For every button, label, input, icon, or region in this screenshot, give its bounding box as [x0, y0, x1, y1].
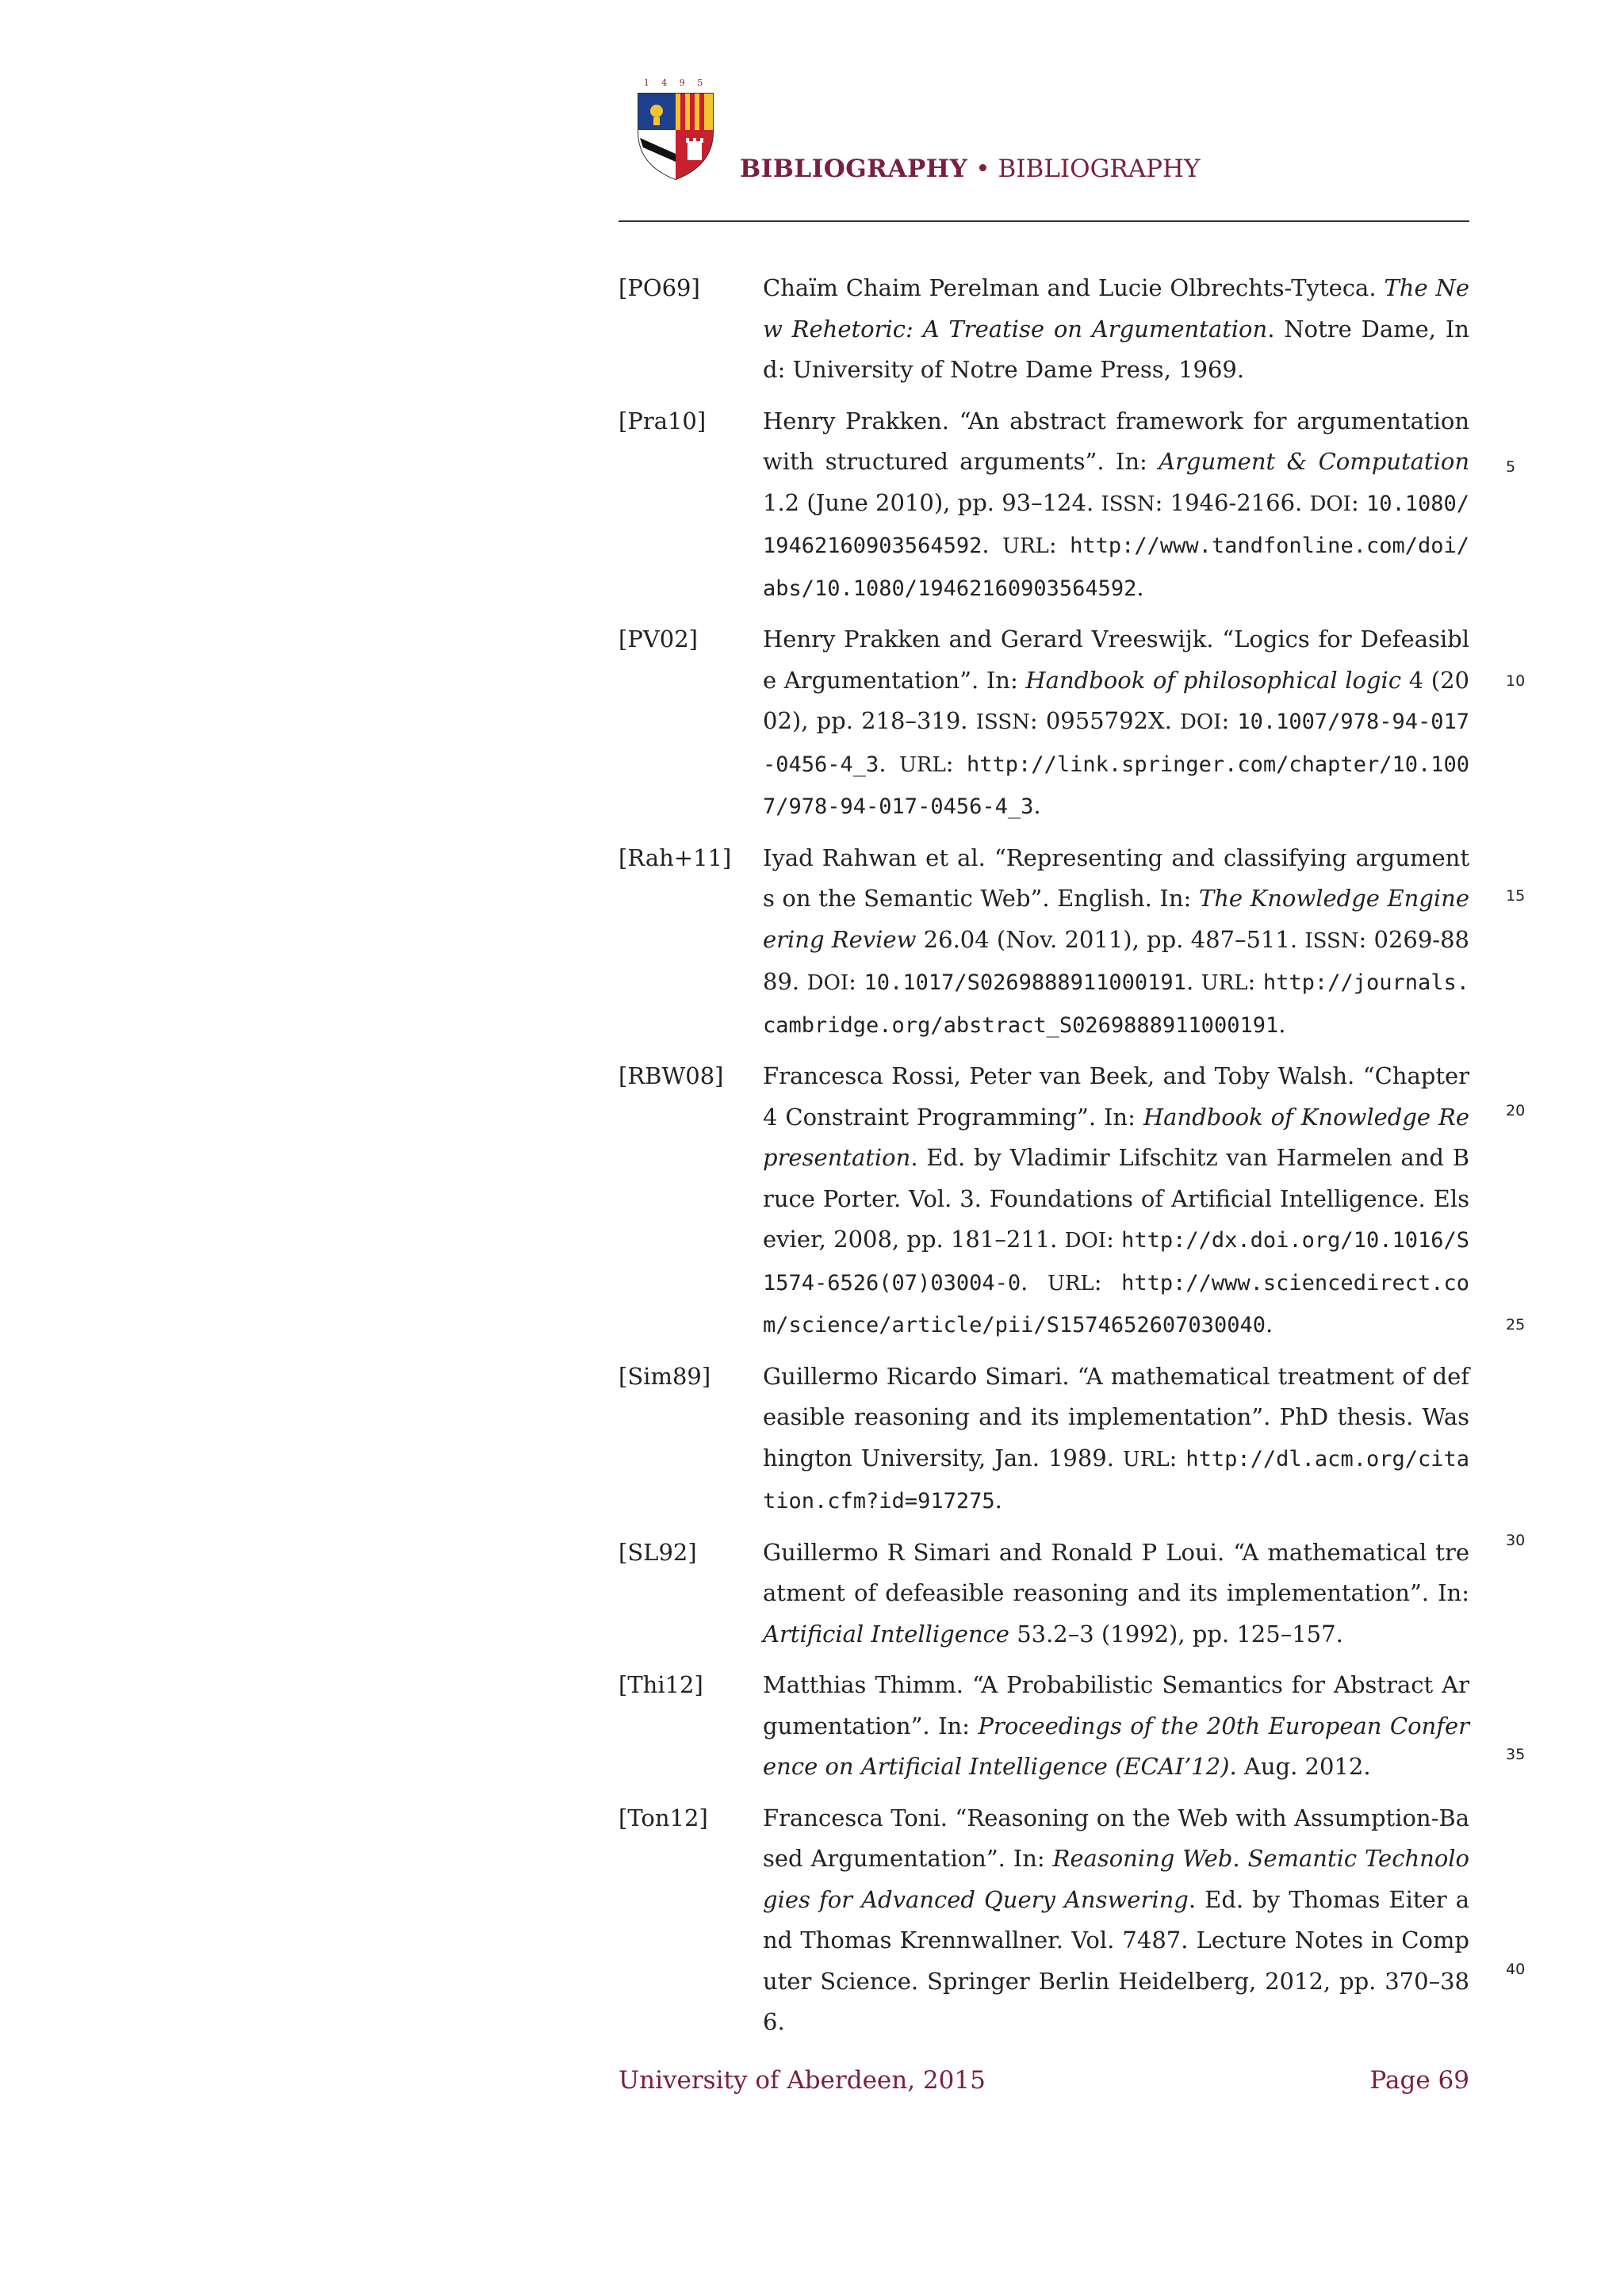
- entry-text: Francesca Rossi, Peter van Beek, and Toby Walsh. “Chapter 4 Constraint Programming”. In: Handbook of Knowledge Representation. Ed. by Vladimir Lifschitz van Harmelen and Bruce Porter. Vol. 3. Foundations of Artificial Intelligence. Elsevier, 2008, pp. 181–211. DOI: http://dx.doi.org/10.1016/S1574-6526(07)03004-0. URL: http://www.sciencedirect.com/science/article/pii/S1574652607030040.: [763, 1062, 1470, 1337]
- entry-venue: Artificial Intelligence: [763, 1620, 1009, 1647]
- doi-label: DOI: [1064, 1229, 1107, 1253]
- entry-venue: Handbook of Knowledge Representation: [763, 1103, 1470, 1171]
- doi-link[interactable]: 10.1007/978-94-017-0456-4_3: [763, 710, 1469, 777]
- url-link[interactable]: http://www.tandfonline.com/doi/abs/10.1080/19462160903564592: [763, 534, 1469, 601]
- entry-reference: Francesca Rossi, Peter van Beek, and Toby Walsh. “Chapter 4 Constraint Programming”. In:: [763, 1062, 1469, 1131]
- crest-year: 1 4 9 5: [643, 78, 708, 88]
- url-label: URL: [899, 752, 946, 777]
- university-crest: [632, 76, 719, 182]
- bib-entry-sl92: [619, 1533, 1469, 1655]
- entry-venue: Handbook of philosophical logic: [1025, 666, 1402, 694]
- entry-reference: Guillermo Ricardo Simari. “A mathematical treatment of defeasible reasoning and its implementation”. PhD thesis. Washington University, Jan. 1989.: [763, 1362, 1469, 1471]
- footer-institution: University of Aberdeen, 2015: [619, 2066, 986, 2095]
- citation-key: [Ton12]: [619, 1804, 708, 1831]
- issn-label: ISSN: [975, 710, 1030, 734]
- entry-text: Iyad Rahwan et al. “Representing and classifying arguments on the Semantic Web”. English. In: The Knowledge Engineering Review 26.04 (Nov. 2011), pp. 487–511. ISSN: 0269-8889. DOI: 10.1017/S0269888911000191. URL: http://journals.cambridge.org/abstract_S0269888911000191.: [763, 844, 1470, 1038]
- entry-text: [763, 1665, 1469, 1788]
- citation-key: [Rah+11]: [619, 844, 732, 871]
- bib-entry-rah11: [619, 838, 1469, 1047]
- entry-reference: Matthias Thimm. “A Probabilistic Semantics for Abstract Argumentation”. In:: [763, 1671, 1469, 1739]
- entry-text: [763, 268, 1469, 391]
- bib-entry-pra10: [619, 401, 1469, 610]
- line-number: 35: [1506, 1746, 1526, 1763]
- entry-details: 4 (2002), pp. 218–319.: [763, 666, 1469, 734]
- citation-key: [PO69]: [619, 274, 700, 301]
- citation-key: [PV02]: [619, 626, 698, 652]
- running-head-separator: •: [975, 155, 990, 183]
- entry-publisher: . Notre Dame, Ind: University of Notre Dame Press, 1969.: [763, 315, 1469, 383]
- issn-label: ISSN: [1304, 928, 1359, 953]
- issn-value: : 1946-2166.: [1155, 488, 1303, 516]
- entry-details: 1.2 (June 2010), pp. 93–124.: [763, 488, 1094, 516]
- url-label: URL: [1002, 534, 1049, 558]
- footer-page-number: Page 69: [1369, 2066, 1469, 2095]
- entry-reference: Henry Prakken and Gerard Vreeswijk. “Logics for Defeasible Argumentation”. In:: [763, 626, 1469, 694]
- url-label: URL: [1122, 1447, 1170, 1471]
- entry-text: Henry Prakken and Gerard Vreeswijk. “Logics for Defeasible Argumentation”. In: Handbook of philosophical logic 4 (2002), pp. 218–319. ISSN: 0955792X. DOI: 10.1007/978-94-017-0456-4_3. URL: http://link.springer.com/chapter/10.1007/978-94-017-0456-4_3.: [763, 626, 1469, 819]
- citation-key: [Pra10]: [619, 407, 707, 434]
- entry-details: . Ed. by Thomas Eiter and Thomas Krennwallner. Vol. 7487. Lecture Notes in Computer Science. Springer Berlin Heidelberg, 2012, pp. 370–386.: [763, 1885, 1469, 2035]
- doi-label: DOI: [1180, 710, 1222, 734]
- entry-venue: Proceedings of the 20th European Conference on Artificial Intelligence (ECAI’12): [763, 1712, 1469, 1780]
- url-label: URL: [1201, 971, 1248, 995]
- line-number: 10: [1506, 672, 1526, 690]
- bib-entry-rbw08: [619, 1056, 1469, 1346]
- line-number: 40: [1506, 1961, 1526, 1978]
- doi-label: DOI: [1309, 492, 1351, 516]
- entry-title: The New Rehetoric: A Treatise on Argumentation: [763, 274, 1470, 342]
- section-title: BIBLIOGRAPHY: [998, 155, 1201, 183]
- citation-key: [Sim89]: [619, 1362, 711, 1390]
- url-link[interactable]: http://www.sciencedirect.com/science/article/pii/S1574652607030040: [763, 1270, 1469, 1337]
- line-number: 15: [1506, 887, 1526, 905]
- doi-link[interactable]: http://dx.doi.org/10.1016/S1574-6526(07)03004-0: [763, 1228, 1469, 1295]
- chapter-title: BIBLIOGRAPHY: [740, 155, 968, 183]
- entry-venue: Reasoning Web. Semantic Technologies for Advanced Query Answering: [763, 1845, 1470, 1913]
- entry-reference: Iyad Rahwan et al. “Representing and classifying arguments on the Semantic Web”. English. In:: [763, 844, 1469, 912]
- url-link[interactable]: http://dl.acm.org/citation.cfm?id=917275: [763, 1446, 1469, 1513]
- entry-reference: Francesca Toni. “Reasoning on the Web with Assumption-Based Argumentation”. In:: [763, 1804, 1469, 1872]
- line-number: 25: [1506, 1316, 1526, 1334]
- running-head: [740, 153, 1200, 185]
- issn-value: : 0269-8889.: [763, 925, 1470, 995]
- header-rule: [619, 220, 1469, 222]
- entry-text: Guillermo Ricardo Simari. “A mathematical treatment of defeasible reasoning and its implementation”. PhD thesis. Washington University, Jan. 1989. URL: http://dl.acm.org/citation.cfm?id=917275.: [763, 1362, 1469, 1513]
- entry-text: Henry Prakken. “An abstract framework for argumentation with structured arguments”. In: Argument & Computation 1.2 (June 2010), pp. 93–124. ISSN: 1946-2166. DOI: 10.1080/19462160903564592. URL: http://www.tandfonline.com/doi/abs/10.1080/19462160903564592.: [763, 407, 1470, 601]
- entry-details: 53.2–3 (1992), pp. 125–157.: [1017, 1620, 1343, 1647]
- bib-entry-pv02: [619, 619, 1469, 828]
- url-link[interactable]: http://journals.cambridge.org/abstract_S0269888911000191: [763, 970, 1469, 1038]
- doi-link[interactable]: 10.1080/19462160903564592: [763, 491, 1470, 558]
- issn-value: : 0955792X.: [1029, 707, 1172, 734]
- bib-entry-ton12: [619, 1798, 1469, 2043]
- url-label: URL: [1047, 1271, 1094, 1295]
- entry-details: 26.04 (Nov. 2011), pp. 487–511.: [923, 925, 1298, 953]
- entry-details: . Aug. 2012.: [1229, 1753, 1371, 1780]
- bibliography-list: [619, 268, 1469, 2053]
- line-number: 30: [1506, 1532, 1526, 1549]
- citation-key: [Thi12]: [619, 1671, 703, 1698]
- line-number: 20: [1506, 1102, 1526, 1119]
- entry-details: . Ed. by Vladimir Lifschitz van Harmelen and Bruce Porter. Vol. 3. Foundations of Artificial Intelligence. Elsevier, 2008, pp. 181–211.: [763, 1144, 1469, 1253]
- line-number: 5: [1506, 458, 1516, 476]
- bib-entry-thi12: [619, 1665, 1469, 1788]
- bib-entry-sim89: [619, 1357, 1469, 1522]
- entry-authors: Chaïm Chaim Perelman and Lucie Olbrechts-Tyteca.: [763, 274, 1377, 301]
- entry-text: [763, 1533, 1469, 1655]
- doi-label: DOI: [806, 971, 849, 995]
- url-link[interactable]: http://link.springer.com/chapter/10.1007/978-94-017-0456-4_3: [763, 752, 1469, 819]
- citation-key: [RBW08]: [619, 1062, 724, 1089]
- bib-entry-po69: [619, 268, 1469, 391]
- doi-link[interactable]: 10.1017/S0269888911000191: [864, 970, 1186, 995]
- entry-reference: Guillermo R Simari and Ronald P Loui. “A mathematical treatment of defeasible reasoning and its implementation”. In:: [763, 1538, 1469, 1606]
- citation-key: [SL92]: [619, 1538, 697, 1566]
- issn-label: ISSN: [1101, 492, 1155, 516]
- entry-venue: The Knowledge Engineering Review: [763, 885, 1470, 953]
- entry-reference: Henry Prakken. “An abstract framework for argumentation with structured arguments”. In:: [763, 407, 1469, 475]
- entry-text: [763, 1798, 1469, 2043]
- entry-venue: Argument & Computation: [1159, 448, 1469, 475]
